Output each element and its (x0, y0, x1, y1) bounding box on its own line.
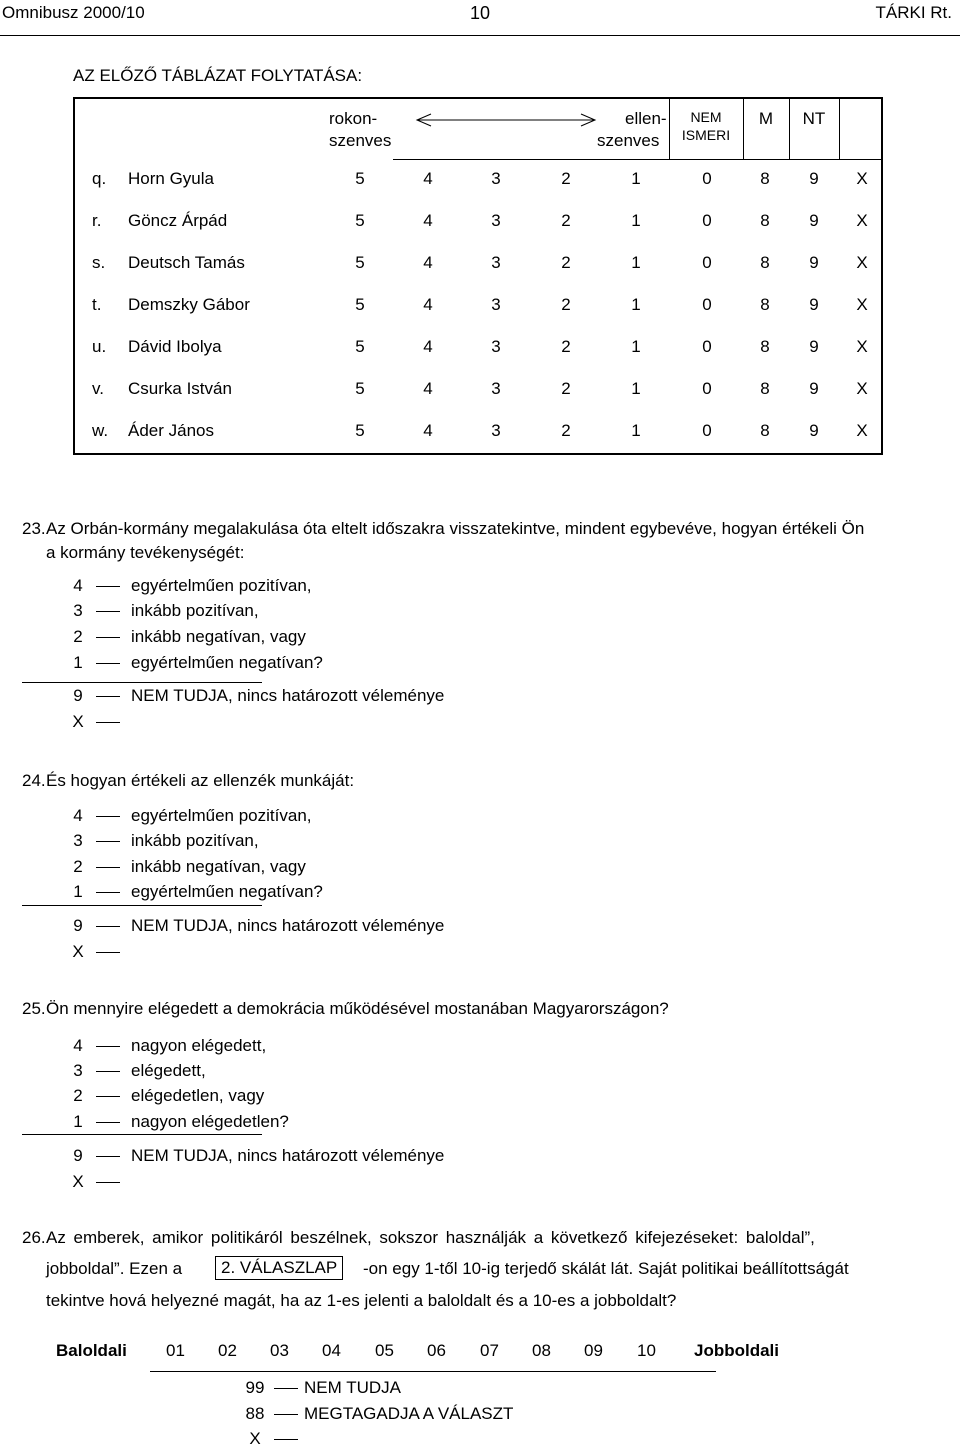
option-dash (96, 611, 120, 612)
scale-value[interactable]: 08 (532, 1341, 551, 1360)
header-nem: NEM (690, 109, 722, 125)
q25-number: 25. (22, 999, 46, 1018)
answer-code[interactable]: 8 (760, 169, 770, 188)
option-label: NEM TUDJA, nincs határozott véleménye (131, 686, 445, 705)
option-code[interactable]: 9 (73, 916, 83, 935)
answer-code[interactable]: X (856, 337, 868, 356)
answer-code[interactable]: 9 (809, 253, 819, 272)
option-label: elégedetlen, vagy (131, 1086, 265, 1105)
answer-code[interactable]: 5 (355, 169, 365, 188)
answer-code[interactable]: 9 (809, 379, 819, 398)
scale-right-label: Jobboldali (694, 1341, 779, 1360)
answer-code[interactable]: 3 (491, 379, 501, 398)
politician-name: Horn Gyula (128, 169, 214, 188)
answer-code[interactable]: 5 (355, 421, 365, 440)
option-code[interactable]: 2 (73, 1086, 83, 1105)
answer-code[interactable]: 4 (423, 169, 433, 188)
politician-name: Demszky Gábor (128, 295, 250, 314)
answer-code[interactable]: 3 (491, 169, 501, 188)
answer-code[interactable]: 8 (760, 211, 770, 230)
answer-code[interactable]: 8 (760, 253, 770, 272)
option-dash (96, 722, 120, 723)
header-ismeri: ISMERI (681, 127, 731, 143)
answer-code[interactable]: X (856, 421, 868, 440)
option-dash (96, 841, 120, 842)
option-label: inkább pozitívan, (131, 831, 259, 850)
extra-code[interactable]: X (249, 1429, 261, 1448)
answer-code[interactable]: 4 (423, 295, 433, 314)
option-code[interactable]: 4 (73, 806, 83, 825)
option-code[interactable]: X (72, 712, 84, 731)
option-label: elégedett, (131, 1061, 206, 1080)
option-label: NEM TUDJA, nincs határozott véleménye (131, 916, 445, 935)
answer-code[interactable]: 8 (760, 421, 770, 440)
option-code[interactable]: 9 (73, 686, 83, 705)
scale-value[interactable]: 09 (584, 1341, 603, 1360)
option-dash (96, 892, 120, 893)
answer-code[interactable]: 2 (561, 421, 571, 440)
scale-value[interactable]: 05 (375, 1341, 394, 1360)
answer-code[interactable]: 4 (423, 337, 433, 356)
answer-code[interactable]: X (856, 295, 868, 314)
header-ellen: ellen- (625, 109, 667, 128)
answer-code[interactable]: 1 (631, 253, 641, 272)
option-code[interactable]: 4 (73, 1036, 83, 1055)
q23-number: 23. (22, 519, 46, 538)
scale-value[interactable]: 03 (270, 1341, 289, 1360)
answer-code[interactable]: 0 (702, 379, 712, 398)
continuation-title: AZ ELŐZŐ TÁBLÁZAT FOLYTATÁSA: (73, 66, 363, 85)
answer-code[interactable]: 2 (561, 211, 571, 230)
header-rule (0, 35, 960, 36)
option-dash (96, 1071, 120, 1072)
answer-code[interactable]: 5 (355, 253, 365, 272)
extra-label: MEGTAGADJA A VÁLASZT (304, 1404, 514, 1423)
row-letter: s. (92, 253, 106, 272)
option-code[interactable]: 9 (73, 1146, 83, 1165)
answer-code[interactable]: 4 (423, 379, 433, 398)
option-dash (96, 1046, 120, 1047)
answer-code[interactable]: 1 (631, 169, 641, 188)
answer-code[interactable]: 9 (809, 337, 819, 356)
option-label: egyértelműen negatívan? (131, 882, 323, 901)
answer-code[interactable]: 0 (702, 211, 712, 230)
option-label: egyértelműen pozitívan, (131, 806, 312, 825)
scale-value[interactable]: 04 (322, 1341, 341, 1360)
answer-code[interactable]: 1 (631, 295, 641, 314)
option-dash (96, 586, 120, 587)
option-label: inkább pozitívan, (131, 601, 259, 620)
option-code[interactable]: 3 (73, 1061, 83, 1080)
header-m: M (758, 109, 774, 128)
header-right: TÁRKI Rt. (875, 3, 952, 22)
scale-value[interactable]: 06 (427, 1341, 446, 1360)
header-szenves-right: szenves (597, 131, 660, 150)
politician-name: Áder János (128, 421, 214, 440)
scale-left-label: Baloldali (56, 1341, 127, 1360)
option-dash (96, 663, 120, 664)
politician-name: Csurka István (128, 379, 232, 398)
extra-label: NEM TUDJA (304, 1378, 401, 1397)
q24-text-line1: És hogyan értékeli az ellenzék munkáját: (46, 771, 355, 790)
answer-code[interactable]: X (856, 253, 868, 272)
row-letter: w. (92, 421, 109, 440)
option-label: egyértelműen negatívan? (131, 653, 323, 672)
extra-dash (274, 1439, 298, 1440)
page-number: 10 (470, 3, 491, 23)
ratings-table (73, 97, 883, 455)
answer-code[interactable]: 5 (355, 295, 365, 314)
row-letter: u. (92, 337, 107, 356)
row-letter: q. (92, 169, 107, 188)
answer-code[interactable]: 3 (491, 421, 501, 440)
answer-code[interactable]: X (856, 211, 868, 230)
option-label: NEM TUDJA, nincs határozott véleménye (131, 1146, 445, 1165)
answer-code[interactable]: 9 (809, 169, 819, 188)
answer-code[interactable]: 0 (702, 253, 712, 272)
option-label: inkább negatívan, vagy (131, 627, 306, 646)
valaszlap-box: 2. VÁLASZLAP (215, 1256, 343, 1280)
q23-text-line2: a kormány tevékenységét: (46, 543, 245, 562)
option-dash (96, 816, 120, 817)
header-nt: NT (802, 109, 826, 128)
answer-code[interactable]: 0 (702, 295, 712, 314)
q26-text-line2b: -on egy 1-től 10-ig terjedő skálát lát. Saját politikai beállítottságát (363, 1259, 849, 1278)
answer-code[interactable]: X (856, 169, 868, 188)
header-rokon: rokon- (329, 109, 378, 128)
option-code[interactable]: 3 (73, 601, 83, 620)
answer-code[interactable]: 9 (809, 295, 819, 314)
q24-number: 24. (22, 771, 46, 790)
answer-code[interactable]: 8 (760, 295, 770, 314)
answer-code[interactable]: 3 (491, 295, 501, 314)
answer-code[interactable]: 1 (631, 337, 641, 356)
scale-value[interactable]: 07 (480, 1341, 499, 1360)
answer-code[interactable]: 4 (423, 253, 433, 272)
option-code[interactable]: 2 (73, 627, 83, 646)
option-label: egyértelműen pozitívan, (131, 576, 312, 595)
answer-code[interactable]: 5 (355, 337, 365, 356)
option-code[interactable]: X (72, 1172, 84, 1191)
scale-value[interactable]: 01 (166, 1341, 185, 1360)
answer-code[interactable]: 1 (631, 421, 641, 440)
option-dash (96, 926, 120, 927)
answer-code[interactable]: 9 (809, 211, 819, 230)
answer-code[interactable]: 4 (423, 211, 433, 230)
option-dash (96, 867, 120, 868)
answer-code[interactable]: 2 (561, 169, 571, 188)
answer-code[interactable]: 0 (702, 337, 712, 356)
option-dash (96, 1122, 120, 1123)
politician-name: Dávid Ibolya (128, 337, 222, 356)
answer-code[interactable]: 5 (355, 379, 365, 398)
q26-text-line3: tekintve hová helyezné magát, ha az 1-es jelenti a baloldalt és a 10-es a jobboldalt? (46, 1291, 677, 1310)
answer-code[interactable]: 9 (809, 421, 819, 440)
q26-text-line2a: jobboldal”. Ezen a (46, 1259, 183, 1278)
answer-code[interactable]: 2 (561, 379, 571, 398)
option-code[interactable]: 1 (73, 882, 83, 901)
answer-code[interactable]: 3 (491, 211, 501, 230)
answer-code[interactable]: 2 (561, 295, 571, 314)
q25-text-line1: Ön mennyire elégedett a demokrácia működésével mostanában Magyarországon? (46, 999, 669, 1018)
option-dash (96, 637, 120, 638)
extra-dash (274, 1414, 298, 1415)
answer-code[interactable]: 8 (760, 337, 770, 356)
row-letter: v. (92, 379, 104, 398)
scale-value[interactable]: 02 (218, 1341, 237, 1360)
answer-code[interactable]: 0 (702, 421, 712, 440)
answer-code[interactable]: 1 (631, 211, 641, 230)
header-left: Omnibusz 2000/10 (2, 3, 145, 22)
answer-code[interactable]: 2 (561, 337, 571, 356)
answer-code[interactable]: X (856, 379, 868, 398)
option-label: nagyon elégedett, (131, 1036, 267, 1055)
extra-dash (274, 1388, 298, 1389)
q26-number: 26. (22, 1228, 46, 1247)
option-code[interactable]: 2 (73, 857, 83, 876)
politician-name: Deutsch Tamás (128, 253, 245, 272)
option-dash (96, 1096, 120, 1097)
scale-value[interactable]: 10 (637, 1341, 656, 1360)
option-code[interactable]: 4 (73, 576, 83, 595)
extra-code[interactable]: 99 (245, 1378, 265, 1397)
answer-code[interactable]: 3 (491, 253, 501, 272)
extra-code[interactable]: 88 (245, 1404, 265, 1423)
row-letter: t. (92, 295, 102, 314)
answer-code[interactable]: 3 (491, 337, 501, 356)
q26-text-line1: Az emberek, amikor politikáról beszélnek, sokszor használják a következő kifejezéseket: baloldal”, (46, 1228, 815, 1247)
row-letter: r. (92, 211, 102, 230)
header-szenves-left: szenves (329, 131, 392, 150)
option-code[interactable]: 3 (73, 831, 83, 850)
option-code[interactable]: 1 (73, 653, 83, 672)
option-dash (96, 1156, 120, 1157)
option-label: nagyon elégedetlen? (131, 1112, 289, 1131)
option-dash (96, 952, 120, 953)
answer-code[interactable]: 1 (631, 379, 641, 398)
answer-code[interactable]: 2 (561, 253, 571, 272)
option-label: inkább negatívan, vagy (131, 857, 306, 876)
option-dash (96, 1182, 120, 1183)
answer-code[interactable]: 8 (760, 379, 770, 398)
answer-code[interactable]: 4 (423, 421, 433, 440)
answer-code[interactable]: 5 (355, 211, 365, 230)
scale-arrow-icon (413, 112, 599, 128)
option-code[interactable]: 1 (73, 1112, 83, 1131)
option-dash (96, 696, 120, 697)
option-code[interactable]: X (72, 942, 84, 961)
answer-code[interactable]: 0 (702, 169, 712, 188)
q23-text-line1: Az Orbán-kormány megalakulása óta eltelt időszakra visszatekintve, mindent egybevéve, hogyan értékeli Ön (46, 519, 865, 538)
politician-name: Göncz Árpád (128, 211, 228, 230)
